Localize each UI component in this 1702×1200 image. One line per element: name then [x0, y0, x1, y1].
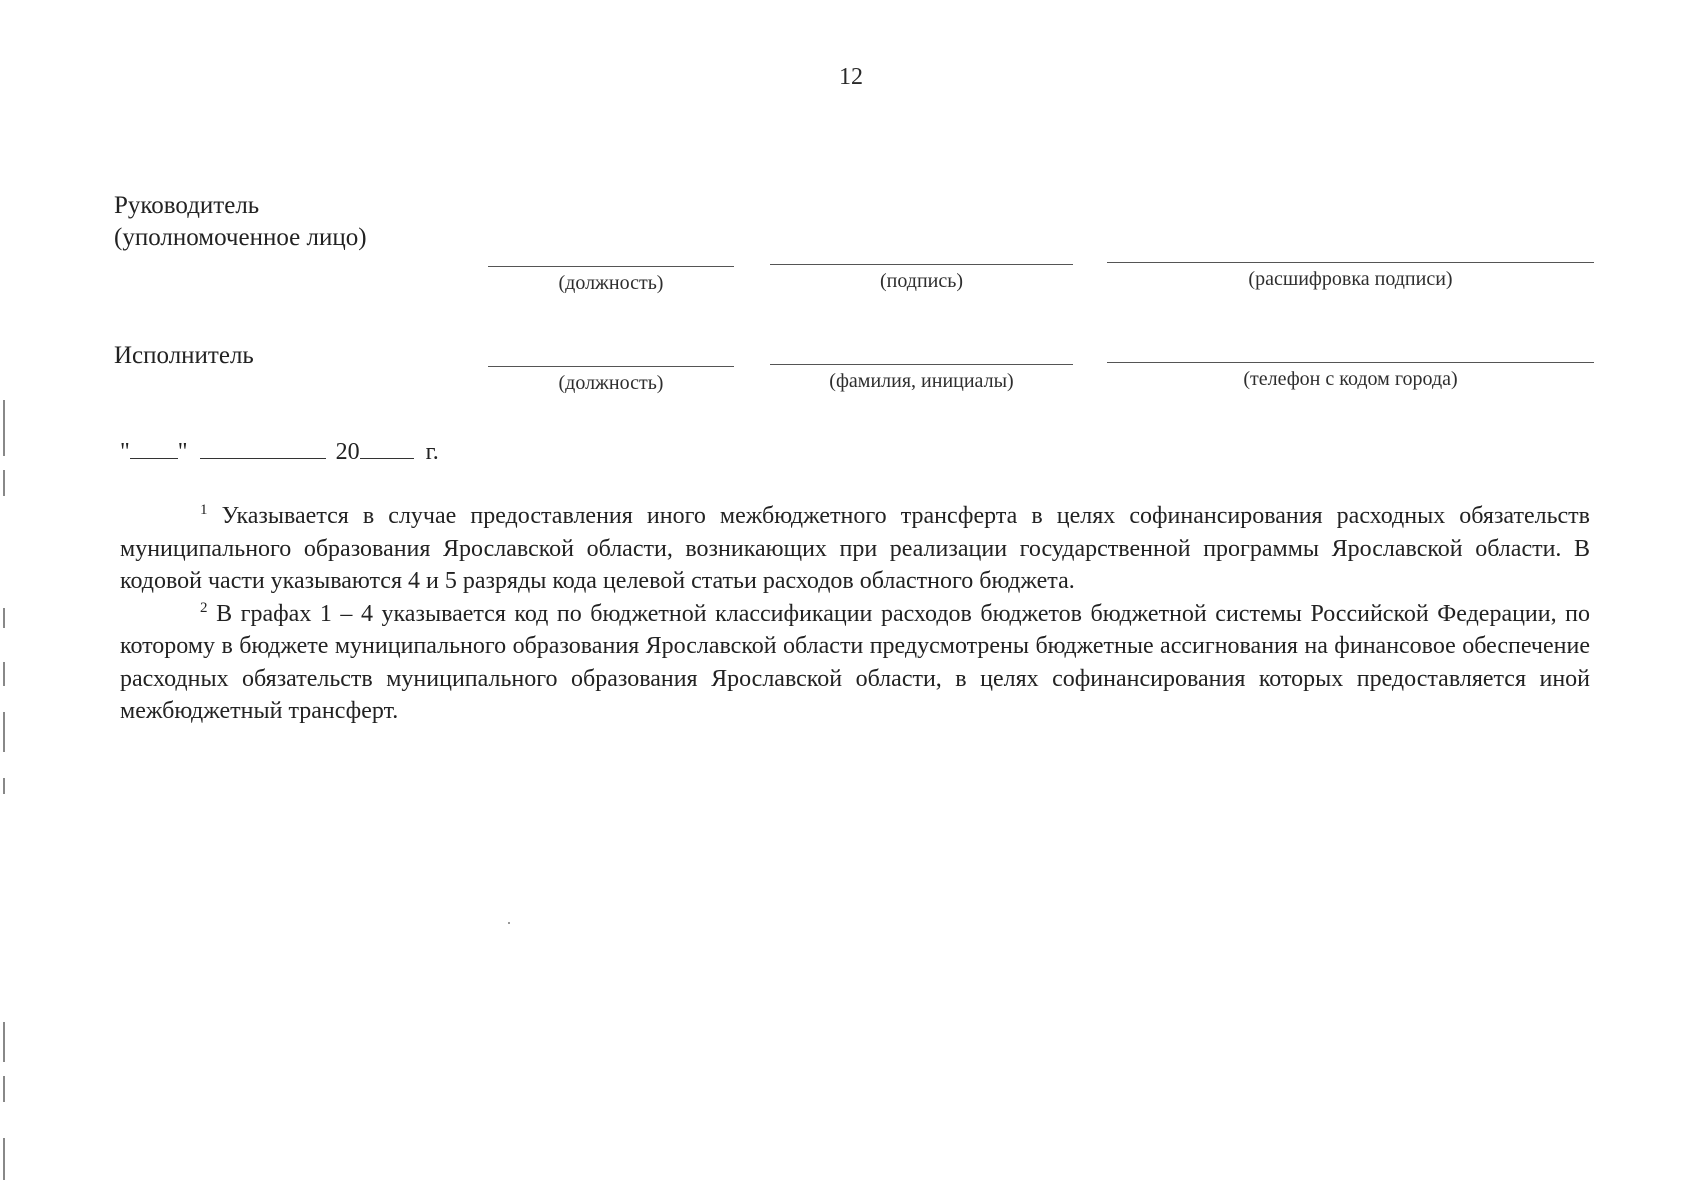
year-suffix: г. [425, 439, 439, 465]
head-label [114, 190, 367, 254]
day-blank [130, 438, 178, 459]
executor-caption-position: (должность) [558, 372, 664, 394]
footnote-1-text: Указывается в случае предоставления иного межбюджетного трансферта в целях софинансирования расходных обязательств муниципального образования Ярославской области, возникающих при реализации государственной программы Ярославской области. В кодовой части указываются 4 и 5 разряды кода целевой статьи расходов областного бюджета. [120, 503, 1590, 594]
footnote-1-mark: 1 [200, 502, 208, 518]
scan-edge-mark [3, 470, 5, 496]
scan-edge-mark [3, 662, 5, 686]
executor-position-line [488, 366, 734, 367]
executor-phone-line [1107, 362, 1594, 363]
scan-edge-mark [3, 778, 5, 794]
month-blank [200, 438, 326, 459]
executor-name-line [770, 364, 1073, 365]
page-number: 12 [839, 64, 863, 90]
date-close-quote: " [177, 439, 188, 465]
head-caption-decoding: (расшифровка подписи) [1248, 268, 1453, 290]
head-caption-position: (должность) [558, 272, 664, 294]
head-position-line [488, 266, 734, 267]
head-caption-signature: (подпись) [879, 270, 964, 292]
scan-edge-mark [3, 400, 5, 456]
executor-label: Исполнитель [114, 342, 254, 369]
head-decoding-line [1107, 262, 1594, 263]
executor-caption-phone: (телефон с кодом города) [1243, 368, 1458, 390]
footnote-1 [120, 500, 1590, 598]
year-prefix: 20 [335, 439, 360, 465]
footnote-2-text: В графах 1 – 4 указывается код по бюджетной классификации расходов бюджетов бюджетной системы Российской Федерации, по которому в бюджете муниципального образования Ярославской области предусмотрены бюджетные ассигнования на финансовое обеспечение расходных обязательств муниципального образования Ярославской области, в целях софинансирования которых предоставляется иной межбюджетный трансферт. [120, 600, 1591, 724]
year-blank [360, 438, 414, 459]
footnote-2-mark: 2 [200, 599, 208, 616]
scan-edge-mark [3, 1138, 5, 1180]
scan-edge-mark [3, 712, 5, 752]
scan-speck [508, 922, 510, 924]
scan-edge-mark [3, 608, 5, 628]
date-line [120, 438, 439, 466]
footnote-2 [120, 598, 1590, 728]
head-label-line1: Руководитель [114, 192, 260, 219]
footnotes [120, 500, 1590, 728]
scan-edge-mark [3, 1076, 5, 1102]
head-label-line2: (уполномоченное лицо) [114, 224, 367, 251]
date-open-quote: " [120, 439, 130, 465]
head-signature-line [770, 264, 1073, 265]
scan-edge-mark [3, 1022, 5, 1062]
executor-caption-name: (фамилия, инициалы) [829, 370, 1014, 392]
